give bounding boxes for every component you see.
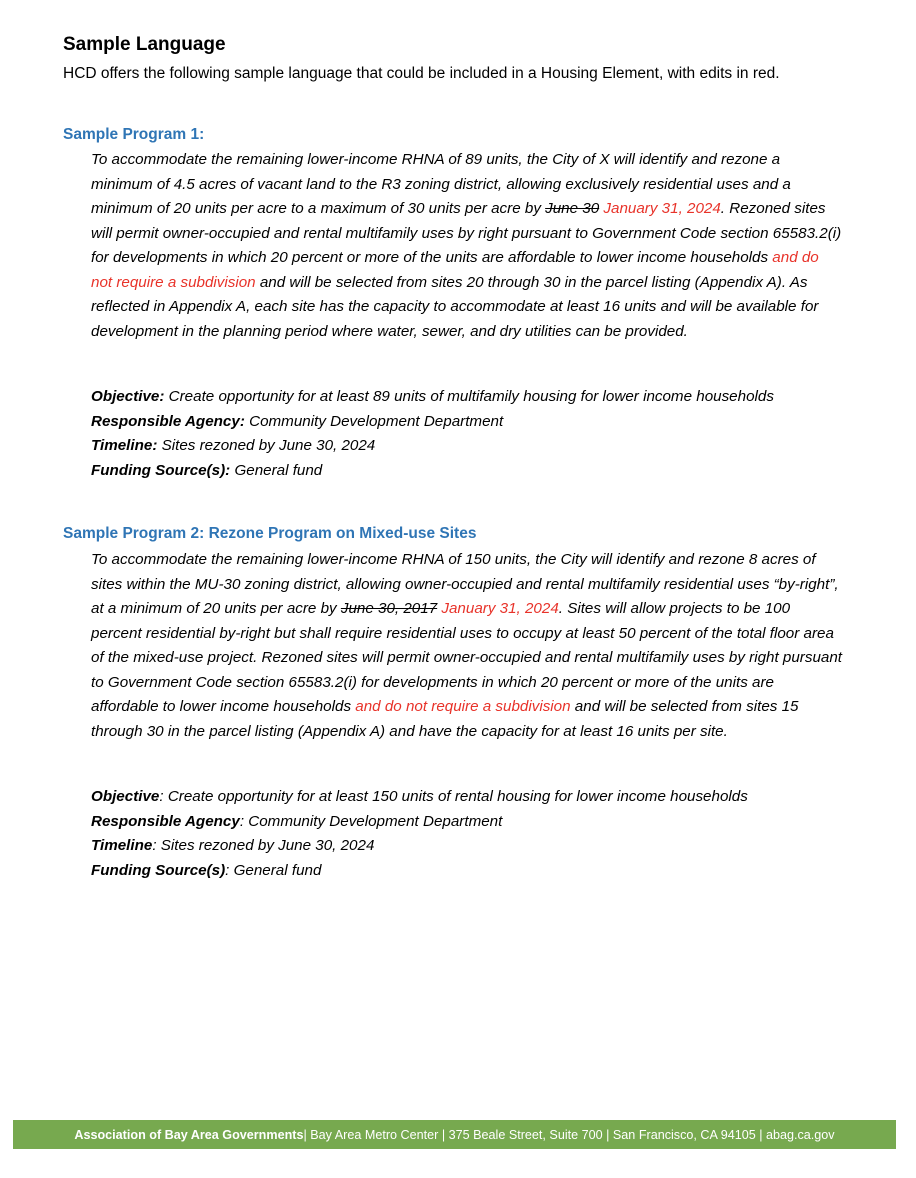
detail-label: Responsible Agency bbox=[91, 812, 240, 830]
text-segment: and will be selected from sites 15 through 30 in the parcel listing (Appendix A) and have the capacity for at least 16 units per site. bbox=[91, 698, 799, 740]
text-segment: To accommodate the remaining lower-income RHNA of 89 units, the City of X will identify and rezone a minimum of 4.5 acres of vacant land to the R3 zoning district, allowing exclusively residential uses and a minimum of 20 units per acre to a maximum of 30 units per acre by bbox=[91, 151, 791, 217]
inserted-text: January 31, 2024 bbox=[441, 600, 559, 617]
detail-value: : Community Development Department bbox=[239, 812, 503, 830]
text-segment: and will be selected from sites 20 through 30 in the parcel listing (Appendix A). As reflected in Appendix A, each site has the capacity to accommodate at least 16 units and will be available for development in the planning period where water, sewer, and dry utilities can be provided. bbox=[91, 273, 819, 340]
detail-label: Objective: bbox=[91, 388, 165, 405]
footer-address: | Bay Area Metro Center | 375 Beale Street, Suite 700 | San Francisco, CA 94105 | abag.ca.gov bbox=[303, 1127, 835, 1142]
page-title: Sample Language bbox=[63, 34, 226, 55]
detail-line bbox=[91, 459, 843, 484]
detail-value: Sites rezoned by June 30, 2024 bbox=[157, 437, 376, 454]
deleted-text: June 30, 2017 bbox=[340, 600, 438, 617]
inserted-text: and do not require a subdivision bbox=[355, 698, 571, 715]
detail-line bbox=[91, 785, 843, 810]
inserted-text: and do not require a subdivision bbox=[91, 249, 819, 291]
deleted-text: June 30 bbox=[545, 200, 600, 217]
detail-value: General fund bbox=[230, 461, 323, 479]
program-1-heading: Sample Program 1: bbox=[63, 126, 205, 143]
detail-value: : Sites rezoned by June 30, 2024 bbox=[152, 837, 375, 854]
detail-label: Timeline bbox=[91, 837, 153, 854]
detail-label: Funding Source(s) bbox=[91, 861, 226, 879]
text-segment: . Sites will allow projects to be 100 percent residential by-right but shall require residential uses to occupy at least 50 percent of the total floor area of the mixed-use project. Rezoned sites will permit owner-occupied and rental multifamily uses by right pursuant to Government Code section 65583.2(i) for developments in which 20 percent or more of the units are affordable to lower income households bbox=[91, 600, 843, 715]
detail-line bbox=[91, 810, 843, 835]
program-2-details bbox=[91, 785, 843, 883]
detail-label: Responsible Agency: bbox=[91, 412, 245, 430]
detail-value: : Create opportunity for at least 150 units of rental housing for lower income households bbox=[159, 788, 748, 805]
program-1-details bbox=[91, 385, 843, 483]
footer-bar bbox=[13, 1120, 896, 1149]
inserted-text: January 31, 2024 bbox=[603, 200, 721, 217]
text-segment: To accommodate the remaining lower-income RHNA of 150 units, the City will identify and rezone 8 acres of sites within the MU-30 zoning district, allowing owner-occupied and rental multifamily residential uses “by-right”, at a minimum of 20 units per acre by bbox=[91, 551, 839, 617]
detail-value: Create opportunity for at least 89 units of multifamily housing for lower income households bbox=[164, 388, 774, 405]
detail-line bbox=[91, 410, 843, 435]
detail-line bbox=[91, 434, 843, 459]
text-segment: . Rezoned sites will permit owner-occupied and rental multifamily uses by right pursuant to Government Code section 65583.2(i) for developments in which 20 percent or more of the units are affordable to lower income households bbox=[91, 200, 842, 266]
program-2-text bbox=[91, 548, 843, 744]
program-1-text bbox=[91, 148, 843, 344]
detail-line bbox=[91, 859, 843, 884]
detail-value: : General fund bbox=[225, 861, 322, 879]
detail-label: Funding Source(s): bbox=[91, 461, 231, 479]
detail-label: Timeline: bbox=[91, 437, 158, 454]
detail-line bbox=[91, 385, 843, 410]
program-2-heading: Sample Program 2: Rezone Program on Mixed-use Sites bbox=[63, 525, 477, 542]
detail-line bbox=[91, 834, 843, 859]
detail-label: Objective bbox=[91, 788, 160, 805]
intro-text: HCD offers the following sample language that could be included in a Housing Element, with edits in red. bbox=[63, 65, 780, 82]
footer-org: Association of Bay Area Governments bbox=[74, 1127, 304, 1142]
detail-value: Community Development Department bbox=[244, 412, 504, 430]
